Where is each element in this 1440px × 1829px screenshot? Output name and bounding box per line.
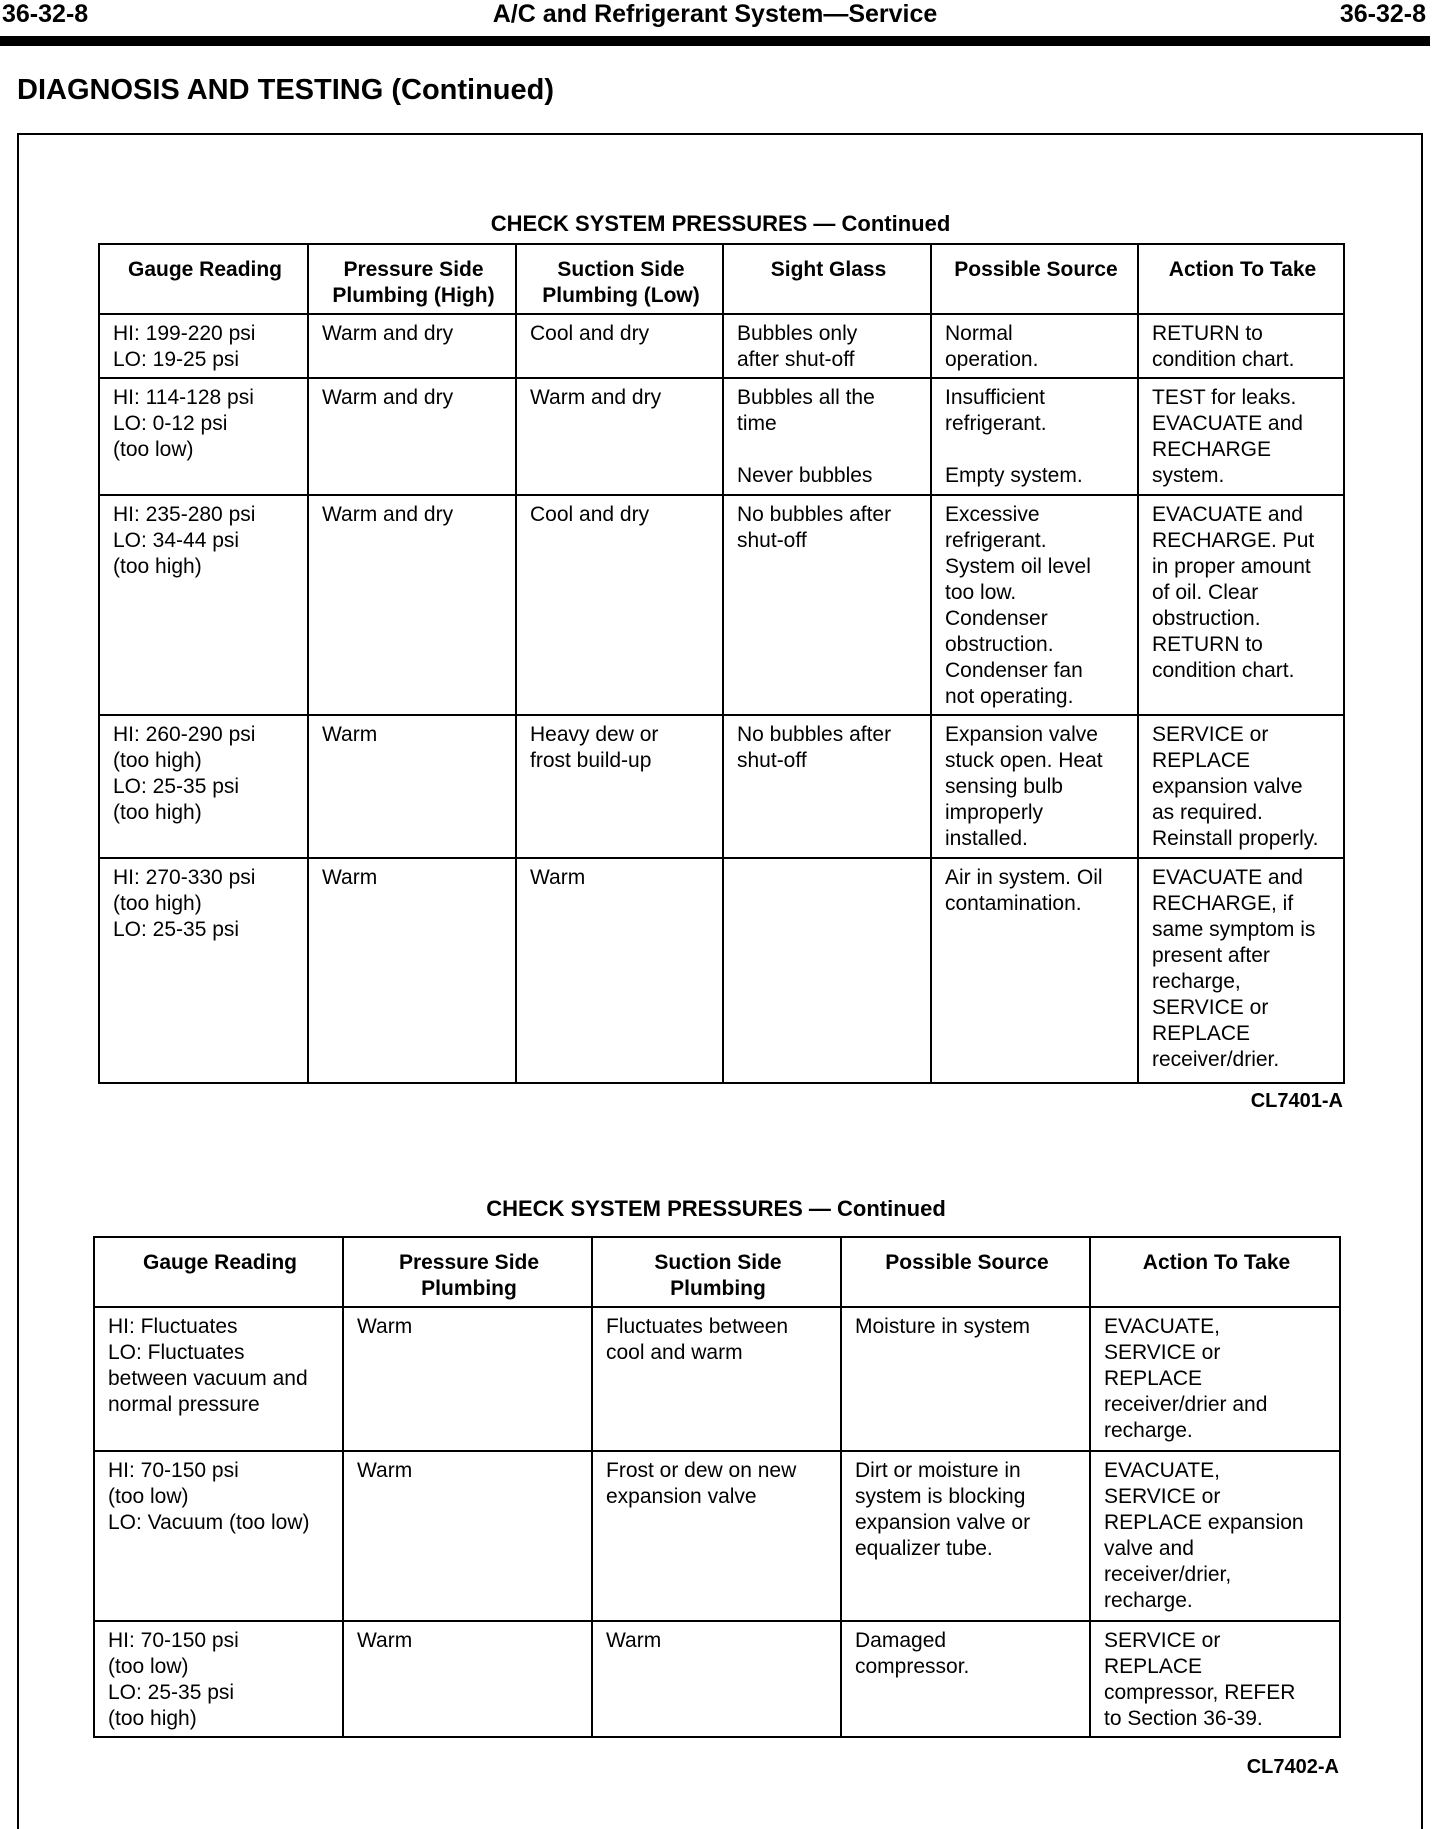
table-row xyxy=(99,314,1344,378)
table-cell: No bubbles after shut-off xyxy=(723,715,931,858)
table-cell: HI: 70-150 psi (too low) LO: Vacuum (too low) xyxy=(94,1451,343,1621)
table1-header-row xyxy=(99,244,1344,314)
table-cell: HI: 199-220 psi LO: 19-25 psi xyxy=(99,314,308,378)
column-header: Possible Source xyxy=(931,244,1138,314)
table-cell: Warm xyxy=(308,715,516,858)
column-header: Sight Glass xyxy=(723,244,931,314)
table-row xyxy=(94,1451,1340,1621)
table-cell: EVACUATE, SERVICE or REPLACE expansion valve and receiver/drier, recharge. xyxy=(1090,1451,1340,1621)
table-row xyxy=(99,378,1344,495)
table-cell: Cool and dry xyxy=(516,495,723,715)
table-cell: Fluctuates between cool and warm xyxy=(592,1307,841,1451)
table-row xyxy=(99,715,1344,858)
table-cell: Bubbles only after shut-off xyxy=(723,314,931,378)
figure-id: CL7401-A xyxy=(1250,1090,1343,1112)
page-number-left: 36-32-8 xyxy=(2,0,89,28)
table-cell: Bubbles all the time Never bubbles xyxy=(723,378,931,495)
table-cell: HI: Fluctuates LO: Fluctuates between vacuum and normal pressure xyxy=(94,1307,343,1451)
table-cell: Warm xyxy=(343,1621,592,1737)
table-cell: Warm xyxy=(343,1451,592,1621)
table-cell: Warm and dry xyxy=(516,378,723,495)
column-header: Possible Source xyxy=(841,1237,1090,1307)
page-header-title: A/C and Refrigerant System—Service xyxy=(492,0,938,28)
column-header: Action To Take xyxy=(1138,244,1344,314)
column-header: Pressure Side Plumbing (High) xyxy=(308,244,516,314)
table-cell: Warm and dry xyxy=(308,378,516,495)
table-cell: EVACUATE and RECHARGE. Put in proper amount of oil. Clear obstruction. RETURN to condition chart. xyxy=(1138,495,1344,715)
pressure-table-1 xyxy=(98,243,1345,1084)
table-cell: Warm and dry xyxy=(308,314,516,378)
column-header: Action To Take xyxy=(1090,1237,1340,1307)
pressure-table-2 xyxy=(93,1236,1341,1738)
table-cell: EVACUATE and RECHARGE, if same symptom is present after recharge, SERVICE or REPLACE receiver/drier. xyxy=(1138,858,1344,1083)
table-cell: Warm xyxy=(343,1307,592,1451)
table-cell: No bubbles after shut-off xyxy=(723,495,931,715)
table-cell: Moisture in system xyxy=(841,1307,1090,1451)
column-header: Gauge Reading xyxy=(94,1237,343,1307)
section-title: DIAGNOSIS AND TESTING (Continued) xyxy=(17,74,555,106)
table-cell: Cool and dry xyxy=(516,314,723,378)
table-cell: RETURN to condition chart. xyxy=(1138,314,1344,378)
page-number-right: 36-32-8 xyxy=(1339,0,1426,28)
table-cell: Dirt or moisture in system is blocking expansion valve or equalizer tube. xyxy=(841,1451,1090,1621)
table-row xyxy=(99,495,1344,715)
table-row xyxy=(94,1621,1340,1737)
table1-caption: CHECK SYSTEM PRESSURES — Continued xyxy=(490,211,951,236)
table-cell: Frost or dew on new expansion valve xyxy=(592,1451,841,1621)
table-cell: Warm xyxy=(308,858,516,1083)
table-cell: SERVICE or REPLACE expansion valve as required. Reinstall properly. xyxy=(1138,715,1344,858)
header-rule xyxy=(0,36,1430,46)
table-cell: TEST for leaks. EVACUATE and RECHARGE system. xyxy=(1138,378,1344,495)
table-row xyxy=(99,858,1344,1083)
table-cell: Warm xyxy=(516,858,723,1083)
table2-caption: CHECK SYSTEM PRESSURES — Continued xyxy=(486,1196,946,1221)
table-cell: Warm xyxy=(592,1621,841,1737)
column-header: Suction Side Plumbing xyxy=(592,1237,841,1307)
table-row xyxy=(94,1307,1340,1451)
table-cell: Heavy dew or frost build-up xyxy=(516,715,723,858)
table-cell: Warm and dry xyxy=(308,495,516,715)
table-cell: Damaged compressor. xyxy=(841,1621,1090,1737)
table-cell: HI: 270-330 psi (too high) LO: 25-35 psi xyxy=(99,858,308,1083)
table2-header-row xyxy=(94,1237,1340,1307)
page-header xyxy=(0,0,1430,36)
table-cell xyxy=(723,858,931,1083)
table-cell: SERVICE or REPLACE compressor, REFER to Section 36-39. xyxy=(1090,1621,1340,1737)
column-header: Suction Side Plumbing (Low) xyxy=(516,244,723,314)
table-cell: HI: 114-128 psi LO: 0-12 psi (too low) xyxy=(99,378,308,495)
table-cell: HI: 70-150 psi (too low) LO: 25-35 psi (too high) xyxy=(94,1621,343,1737)
table-cell: Excessive refrigerant. System oil level too low. Condenser obstruction. Condenser fan not operating. xyxy=(931,495,1138,715)
column-header: Pressure Side Plumbing xyxy=(343,1237,592,1307)
table-cell: Insufficient refrigerant. Empty system. xyxy=(931,378,1138,495)
table-cell: EVACUATE, SERVICE or REPLACE receiver/drier and recharge. xyxy=(1090,1307,1340,1451)
table-cell: HI: 235-280 psi LO: 34-44 psi (too high) xyxy=(99,495,308,715)
table-cell: HI: 260-290 psi (too high) LO: 25-35 psi (too high) xyxy=(99,715,308,858)
table-cell: Normal operation. xyxy=(931,314,1138,378)
column-header: Gauge Reading xyxy=(99,244,308,314)
table-cell: Air in system. Oil contamination. xyxy=(931,858,1138,1083)
figure-id: CL7402-A xyxy=(1246,1756,1339,1778)
table-cell: Expansion valve stuck open. Heat sensing bulb improperly installed. xyxy=(931,715,1138,858)
